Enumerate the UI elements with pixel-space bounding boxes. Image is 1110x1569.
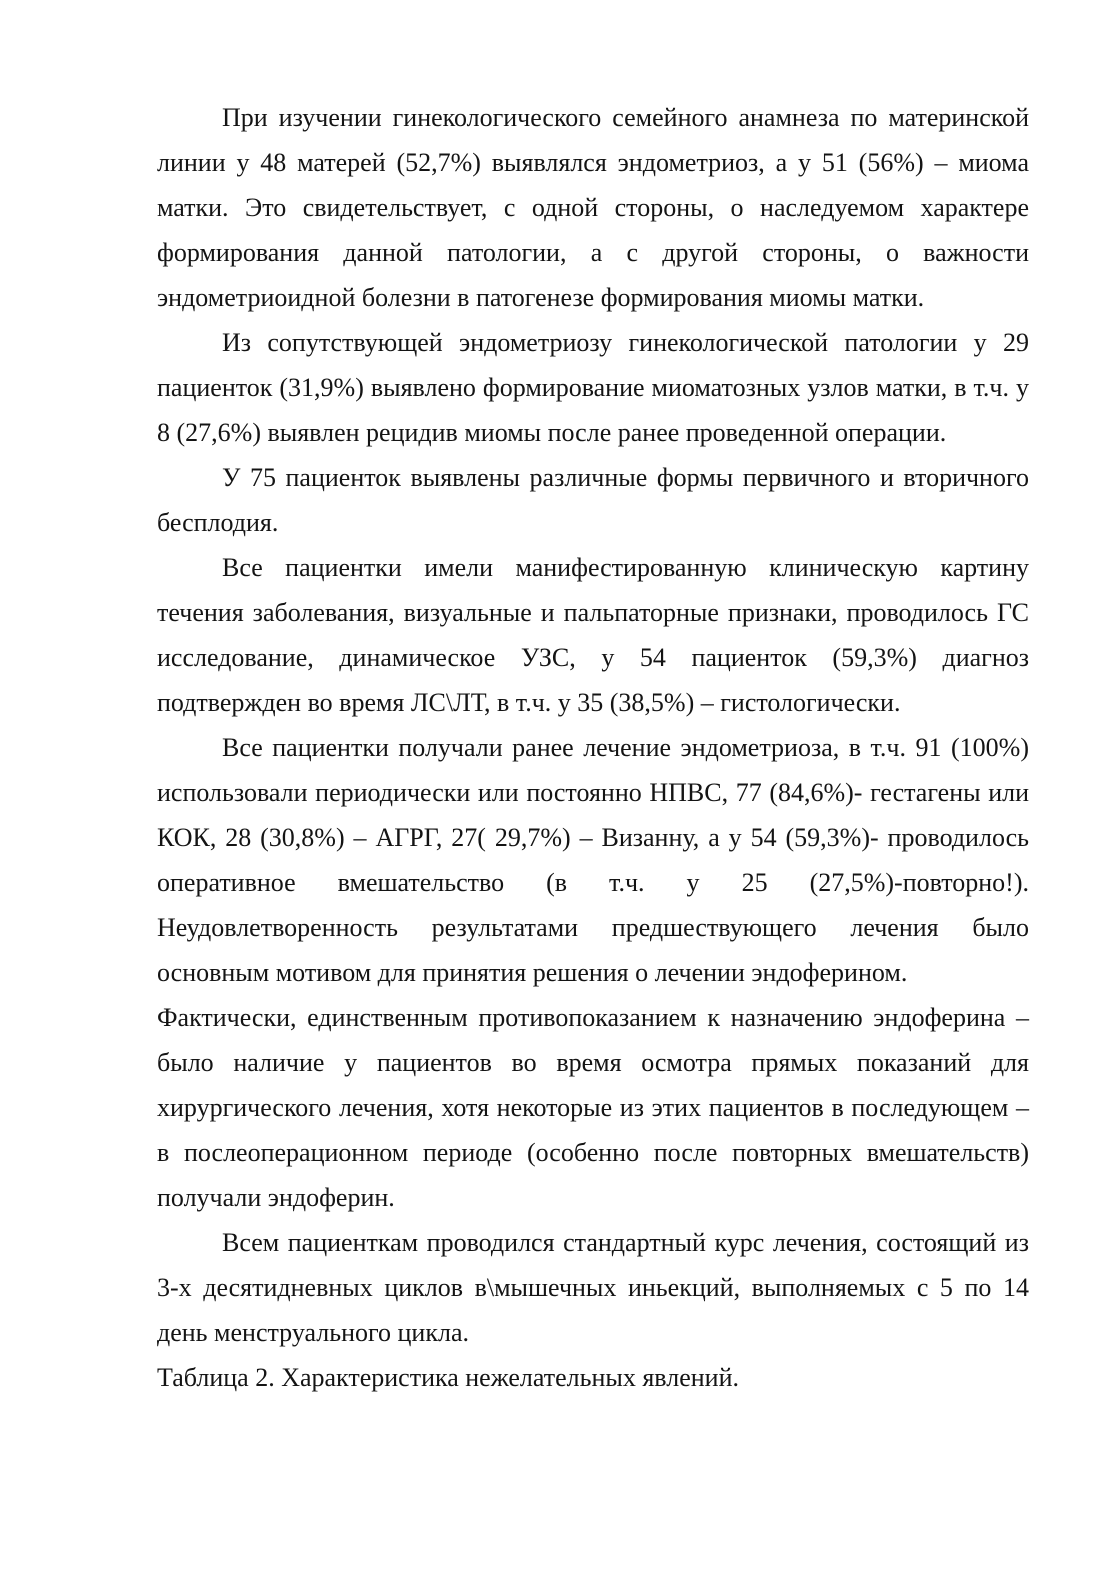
paragraph-concomitant-pathology: Из сопутствующей эндометриозу гинекологической патологии у 29 пациенток (31,9%) выявлено формирование миоматозных узлов матки, в т.ч. у 8 (27,6%) выявлен рецидив миомы после ранее проведенной операции. — [157, 328, 1029, 447]
paragraph-infertility: У 75 пациенток выявлены различные формы первичного и вторичного бесплодия. — [157, 463, 1029, 537]
paragraph-family-anamnesis: При изучении гинекологического семейного анамнеза по материнской линии у 48 матерей (52,7%) выявлялся эндометриоз, а у 51 (56%) – миома матки. Это свидетельствует, с одной стороны, о наследуемом характере формирования данной патологии, а с другой стороны, о важности эндометриоидной болезни в патогенезе формирования миомы матки. — [157, 103, 1029, 312]
paragraph-clinical-picture: Все пациентки имели манифестированную клиническую картину течения заболевания, визуальные и пальпаторные признаки, проводилось ГС исследование, динамическое УЗС, у 54 пациенток (59,3%) диагноз подтвержден во время ЛС\ЛТ, в т.ч. у 35 (38,5%) – гистологически. — [157, 553, 1029, 717]
table-caption: Таблица 2. Характеристика нежелательных явлений. — [157, 1363, 739, 1392]
paragraph-contraindication: Фактически, единственным противопоказанием к назначению эндоферина – было наличие у пациентов во время осмотра прямых показаний для хирургического лечения, хотя некоторые из этих пациентов в последующем – в послеоперационном периоде (особенно после повторных вмешательств) получали эндоферин. — [157, 1003, 1029, 1212]
paragraph-prior-treatment: Все пациентки получали ранее лечение эндометриоза, в т.ч. 91 (100%) использовали периодически или постоянно НПВС, 77 (84,6%)- гестагены или КОК, 28 (30,8%) – АГРГ, 27( 29,7%) – Визанну, а у 54 (59,3%)- проводилось оперативное вмешательство (в т.ч. у 25 (27,5%)-повторно!). Неудовлетворенность результатами предшествующего лечения было основным мотивом для принятия решения о лечении эндоферином. — [157, 733, 1029, 987]
paragraph-treatment-course: Всем пациенткам проводился стандартный курс лечения, состоящий из 3-х десятидневных циклов в\мышечных иньекций, выполняемых с 5 по 14 день менструального цикла. — [157, 1228, 1029, 1347]
